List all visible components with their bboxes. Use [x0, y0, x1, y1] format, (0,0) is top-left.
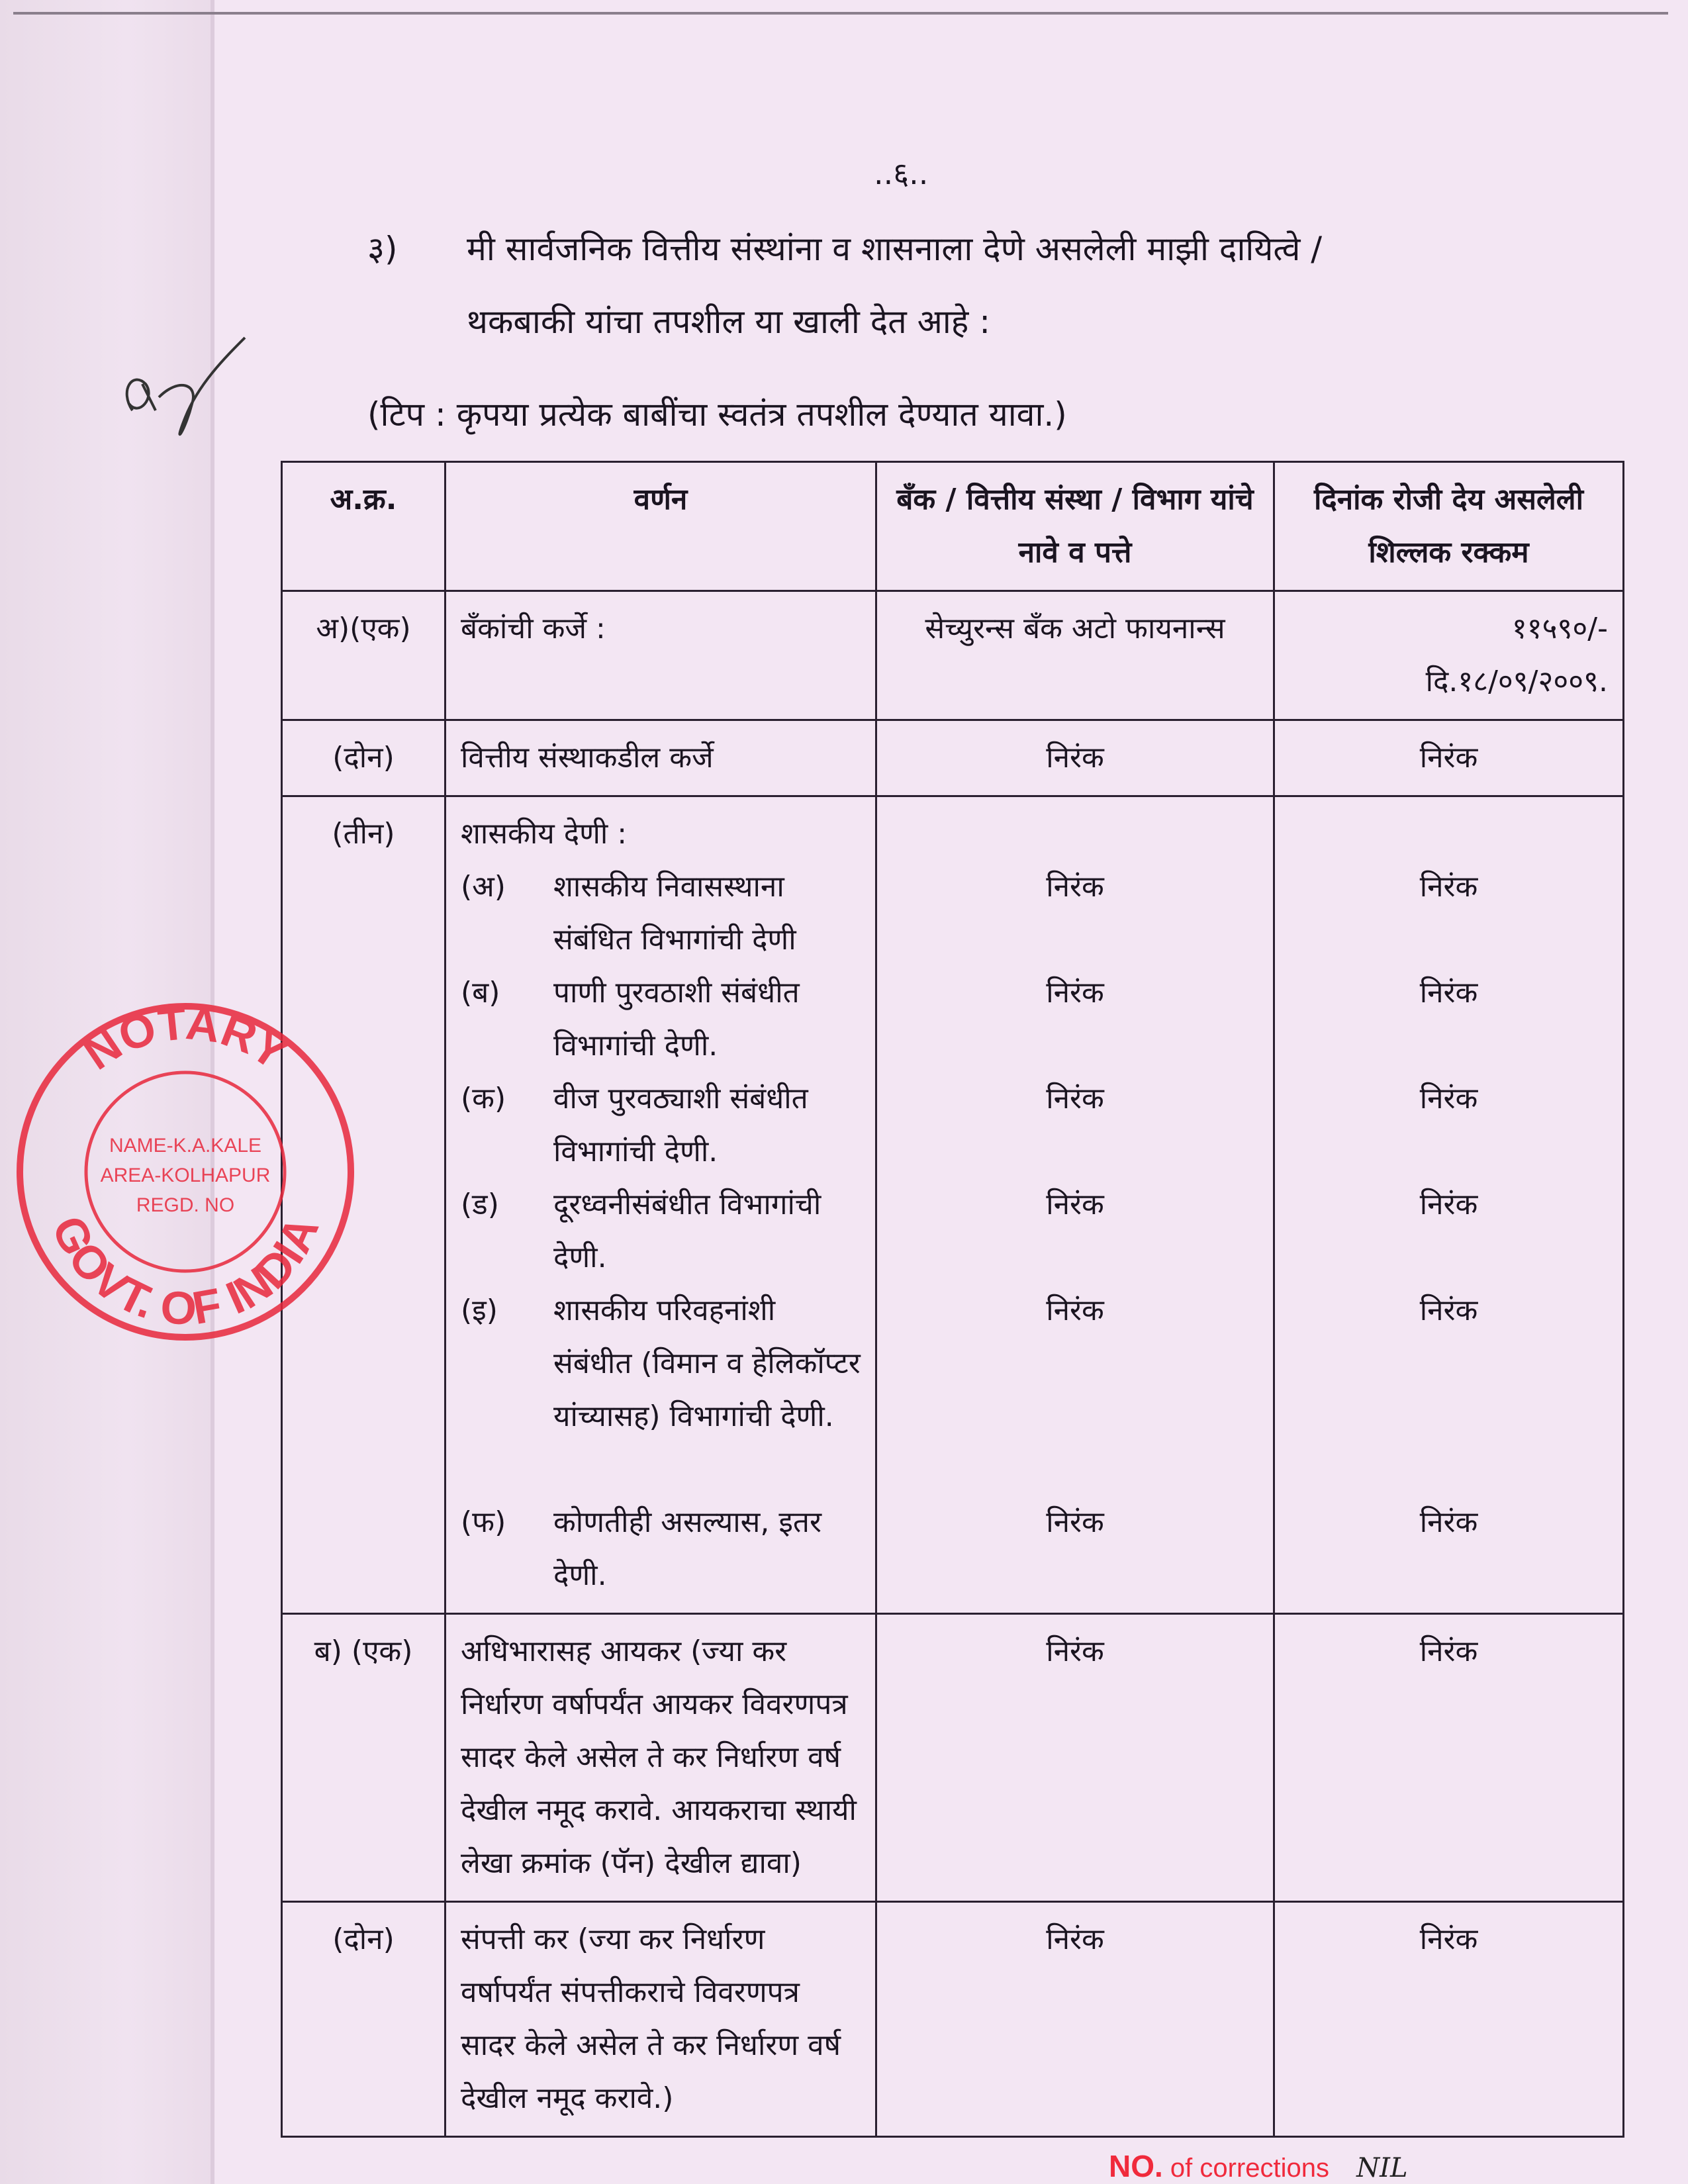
sub-item-description: दूरध्वनीसंबंधीत विभागांची देणी.	[553, 1188, 821, 1274]
amount-date: दि.१८/०९/२००९.	[1425, 665, 1608, 698]
sub-item-description: शासकीय परिवहनांशी संबंधीत (विमान व हेलिकॉप्टर यांच्यासह) विभागांची देणी.	[553, 1294, 861, 1433]
section-note: (टिप : कृपया प्रत्येक बाबींचा स्वतंत्र तपशील देण्यात यावा.)	[367, 395, 1067, 434]
header-serial: अ.क्र.	[282, 462, 445, 591]
serial: (दोन)	[282, 720, 445, 796]
serial: (तीन)	[282, 796, 445, 1614]
section-line-2: थकबाकी यांचा तपशील या खाली देत आहे :	[467, 303, 991, 341]
page-top-edge	[13, 12, 1668, 15]
serial: (दोन)	[282, 1902, 445, 2137]
sub-item-institution: निरंक	[1046, 1505, 1104, 1539]
sub-item-amount: निरंक	[1419, 1294, 1478, 1327]
amount: निरंक	[1274, 720, 1624, 796]
header-institution: बँक / वित्तीय संस्था / विभाग यांचे नावे व पत्ते	[876, 462, 1274, 591]
sub-item-amount: निरंक	[1419, 976, 1478, 1010]
table-row	[282, 591, 1624, 720]
sub-item	[461, 1496, 861, 1602]
table-header-row	[282, 462, 1624, 591]
sub-item-label: (इ)	[461, 1294, 498, 1327]
sub-item-institution: निरंक	[1046, 1188, 1104, 1221]
amount	[1274, 591, 1624, 720]
sub-item	[461, 861, 861, 967]
sub-item-description: कोणतीही असल्यास, इतर देणी.	[553, 1505, 822, 1592]
section-line-1: मी सार्वजनिक वित्तीय संस्थांना व शासनाला देणे असलेली माझी दायित्वे /	[467, 230, 1323, 268]
sub-item-description: पाणी पुरवठाशी संबंधीत विभागांची देणी.	[553, 976, 800, 1063]
stamp-area: AREA-KOLHAPUR	[100, 1164, 271, 1186]
institution: निरंक	[876, 720, 1274, 796]
sub-item-amount: निरंक	[1419, 1505, 1478, 1539]
sub-item-institution: निरंक	[1046, 976, 1104, 1010]
sub-item	[461, 1072, 861, 1178]
sub-item-amount: निरंक	[1419, 1188, 1478, 1221]
sub-item-label: (फ)	[461, 1505, 506, 1539]
sub-item	[461, 1284, 861, 1496]
amount: निरंक	[1274, 1902, 1624, 2137]
description: बँकांची कर्जे :	[445, 591, 876, 720]
sub-item-description: शासकीय निवासस्थाना संबंधित विभागांची देणी	[553, 870, 796, 957]
sub-item	[461, 1178, 861, 1284]
institution: निरंक	[876, 1614, 1274, 1902]
section-number: ३)	[367, 230, 398, 268]
stamp-top-text: NOTARY	[73, 996, 297, 1080]
table-row	[282, 1614, 1624, 1902]
description: शासकीय देणी :	[461, 817, 628, 851]
sub-item-label: (ड)	[461, 1188, 499, 1221]
sub-item	[461, 967, 861, 1072]
table-row	[282, 796, 1624, 1614]
sub-item-label: (अ)	[461, 870, 506, 904]
corrections-value: NIL	[1356, 2153, 1408, 2183]
corrections-prefix: NO.	[1109, 2149, 1163, 2183]
liabilities-table	[281, 461, 1624, 2138]
notary-stamp	[7, 993, 364, 1351]
institution: सेच्युरन्स बँक अटो फायनान्स	[876, 591, 1274, 720]
amount: निरंक	[1274, 1614, 1624, 1902]
sub-item-label: (क)	[461, 1082, 506, 1116]
signature-initials	[93, 318, 265, 463]
corrections-label: of corrections	[1170, 2154, 1330, 2183]
sub-item-amount: निरंक	[1419, 870, 1478, 904]
description: वित्तीय संस्थाकडील कर्जे	[445, 720, 876, 796]
institution: निरंक	[876, 1902, 1274, 2137]
stamp-regd: REGD. NO	[136, 1194, 235, 1216]
table-row	[282, 720, 1624, 796]
serial: ब) (एक)	[282, 1614, 445, 1902]
sub-item-institution: निरंक	[1046, 1082, 1104, 1116]
description-group	[445, 796, 876, 1614]
serial: अ)(एक)	[282, 591, 445, 720]
institution-group	[876, 796, 1274, 1614]
page-number: ..६..	[874, 156, 929, 191]
sub-item-institution: निरंक	[1046, 1294, 1104, 1327]
description: अधिभारासह आयकर (ज्या कर निर्धारण वर्षापर्यंत आयकर विवरणपत्र सादर केले असेल ते कर निर्धारण वर्ष देखील नमूद करावे. आयकराचा स्थायी लेखा क्रमांक (पॅन) देखील द्यावा)	[445, 1614, 876, 1902]
amount-value: ११५९०/-	[1511, 612, 1608, 645]
sub-item-institution: निरंक	[1046, 870, 1104, 904]
sub-item-label: (ब)	[461, 976, 500, 1010]
stamp-name: NAME-K.A.KALE	[109, 1135, 262, 1157]
corrections-stamp	[1109, 2148, 1408, 2184]
sub-item-amount: निरंक	[1419, 1082, 1478, 1116]
amount-group	[1274, 796, 1624, 1614]
sub-item-description: वीज पुरवठ्याशी संबंधीत विभागांची देणी.	[553, 1082, 808, 1168]
header-amount: दिनांक रोजी देय असलेली शिल्लक रक्कम	[1274, 462, 1624, 591]
table-row	[282, 1902, 1624, 2137]
stamp-bottom-text: GOVT. OF INDIA	[42, 1208, 329, 1335]
description: संपत्ती कर (ज्या कर निर्धारण वर्षापर्यंत संपत्तीकराचे विवरणपत्र सादर केले असेल ते कर निर्धारण वर्ष देखील नमूद करावे.)	[445, 1902, 876, 2137]
header-description: वर्णन	[445, 462, 876, 591]
